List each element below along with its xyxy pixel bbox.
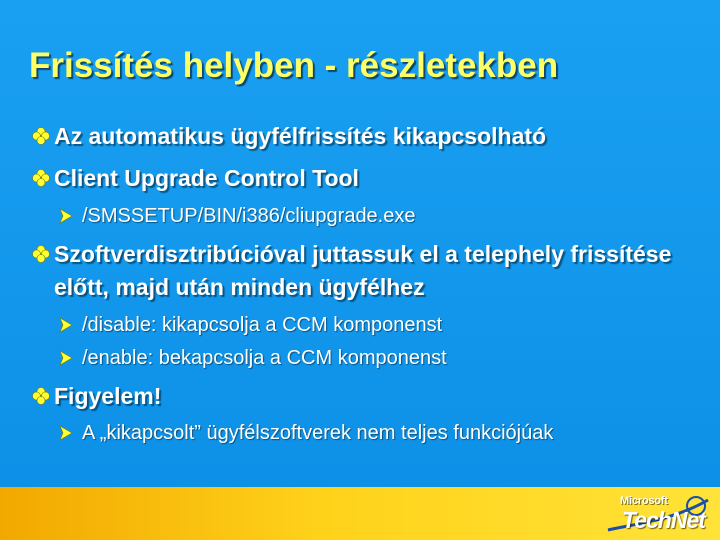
sub-bullet-text: /enable: bekapcsolja a CCM komponenst xyxy=(82,347,447,369)
sub-bullet-text: /disable: kikapcsolja a CCM komponenst xyxy=(82,314,443,336)
bullet-text: Az automatikus ügyfélfrissítés kikapcsolható xyxy=(54,123,547,149)
sub-bullet-item xyxy=(58,311,708,339)
sub-bullet-item xyxy=(58,344,708,372)
bullet-text: Figyelem! xyxy=(54,383,162,409)
bullet-item xyxy=(30,238,700,304)
arrow-bullet-icon xyxy=(58,425,74,441)
logo-technet-text: TechNet xyxy=(622,507,705,533)
logo-microsoft-text: Microsoft xyxy=(620,495,668,507)
sub-bullet-item xyxy=(58,419,708,447)
diamond-bullet-icon xyxy=(30,120,52,153)
sub-bullet-text: /SMSSETUP/BIN/i386/cliupgrade.exe xyxy=(82,205,416,227)
microsoft-technet-logo xyxy=(604,490,712,536)
arrow-bullet-icon xyxy=(58,317,74,333)
diamond-bullet-icon xyxy=(30,380,52,413)
sub-bullet-text: A „kikapcsolt” ügyfélszoftverek nem teljes funkciójúak xyxy=(82,422,554,444)
bullet-item xyxy=(30,162,700,195)
diamond-bullet-icon xyxy=(30,238,52,271)
sub-bullet-item xyxy=(58,202,708,230)
slide-title: Frissítés helyben - részletekben xyxy=(29,46,559,85)
bullet-item xyxy=(30,380,700,413)
bullet-item xyxy=(30,120,700,153)
bullet-text: Szoftverdisztribúcióval juttassuk el a telephely frissítése előtt, majd után minden ügyfélhez xyxy=(54,241,672,300)
bullet-text: Client Upgrade Control Tool xyxy=(54,165,359,191)
arrow-bullet-icon xyxy=(58,208,74,224)
arrow-bullet-icon xyxy=(58,350,74,366)
diamond-bullet-icon xyxy=(30,162,52,195)
